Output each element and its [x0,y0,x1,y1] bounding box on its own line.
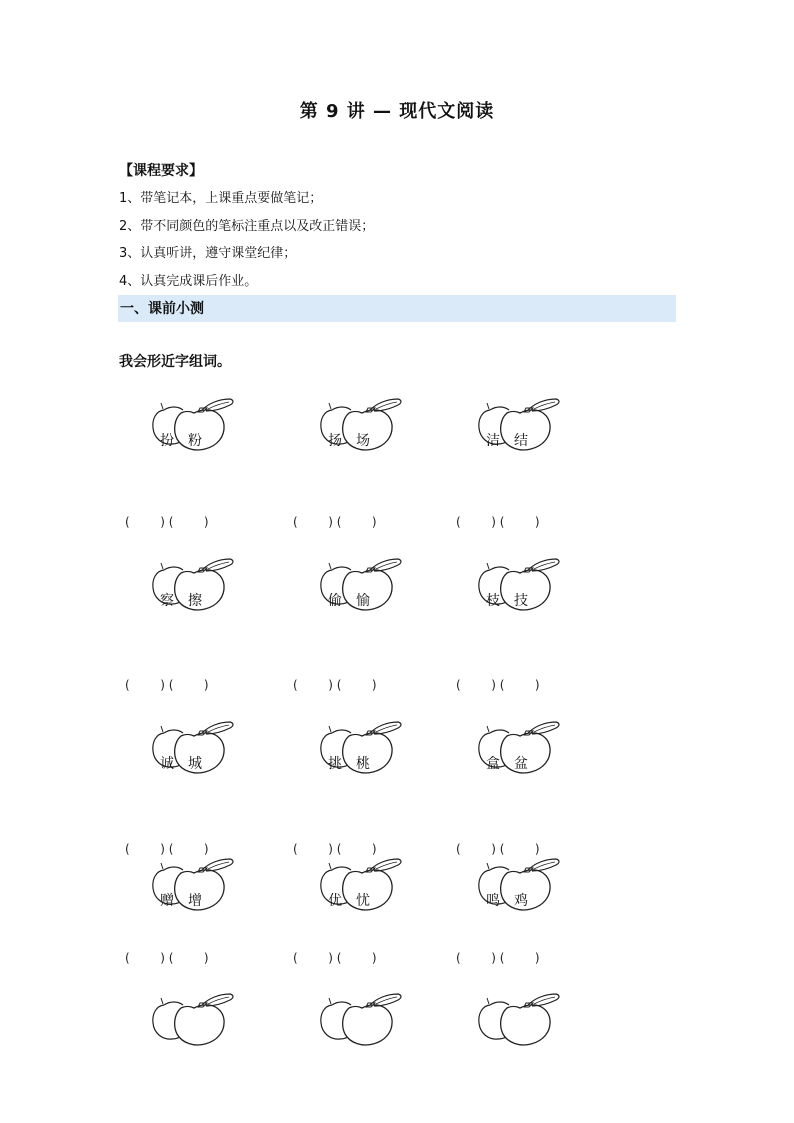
answer-blanks[interactable]: ( ) ( ) [456,842,540,856]
apple-pair [476,992,566,1052]
left-char: 偷 [328,593,342,609]
answer-blanks[interactable]: ( ) ( ) [293,951,377,965]
right-char: 结 [514,433,528,449]
apple-pair [318,720,408,780]
requirements-heading: 【课程要求】 [119,163,203,179]
apple-pair [318,992,408,1052]
answer-blanks[interactable]: ( ) ( ) [456,678,540,692]
apple-pair [150,992,240,1052]
right-char: 城 [188,756,202,772]
left-char: 察 [160,593,174,609]
answer-blanks[interactable]: ( ) ( ) [456,951,540,965]
apple-pair [150,397,240,457]
right-char: 技 [514,593,528,609]
right-char: 鸡 [514,893,528,909]
apple-icon [150,992,240,1052]
answer-blanks[interactable]: ( ) ( ) [125,515,209,529]
right-char: 擦 [188,593,202,609]
page-title: 第 9 讲 — 现代文阅读 [299,101,495,122]
apple-pair [476,857,566,917]
apple-pair [150,557,240,617]
right-char: 增 [188,893,202,909]
left-char: 扬 [328,433,342,449]
left-char: 赠 [160,893,174,909]
apple-pair [150,720,240,780]
answer-blanks[interactable]: ( ) ( ) [125,951,209,965]
answer-blanks[interactable]: ( ) ( ) [456,515,540,529]
apple-pair [318,397,408,457]
right-char: 桃 [356,756,370,772]
apple-pair [476,557,566,617]
section-band [118,295,676,322]
left-char: 诚 [160,756,174,772]
answer-blanks[interactable]: ( ) ( ) [293,678,377,692]
apple-pair [476,397,566,457]
right-char: 场 [356,433,370,449]
answer-blanks[interactable]: ( ) ( ) [125,678,209,692]
answer-blanks[interactable]: ( ) ( ) [293,515,377,529]
requirement-item: 2、带不同颜色的笔标注重点以及改正错误； [119,219,375,234]
apple-pair [150,857,240,917]
right-char: 粉 [188,433,202,449]
apple-icon [476,992,566,1052]
requirement-item: 3、认真听讲，遵守课堂纪律； [119,246,297,261]
answer-blanks[interactable]: ( ) ( ) [125,842,209,856]
left-char: 挑 [328,756,342,772]
apple-icon [318,992,408,1052]
left-char: 枝 [486,593,500,609]
right-char: 忧 [356,893,370,909]
left-char: 优 [328,893,342,909]
apple-pair [318,857,408,917]
left-char: 盒 [486,756,500,772]
right-char: 愉 [356,593,370,609]
apple-pair [476,720,566,780]
section-label: 一、课前小测 [120,301,204,317]
requirement-item: 4、认真完成课后作业。 [119,274,258,289]
left-char: 鸣 [486,893,500,909]
left-char: 洁 [486,433,500,449]
answer-blanks[interactable]: ( ) ( ) [293,842,377,856]
left-char: 扮 [160,433,174,449]
exercise-instruction: 我会形近字组词。 [119,354,231,370]
requirement-item: 1、带笔记本，上课重点要做笔记； [119,191,323,206]
right-char: 盆 [514,756,528,772]
apple-pair [318,557,408,617]
